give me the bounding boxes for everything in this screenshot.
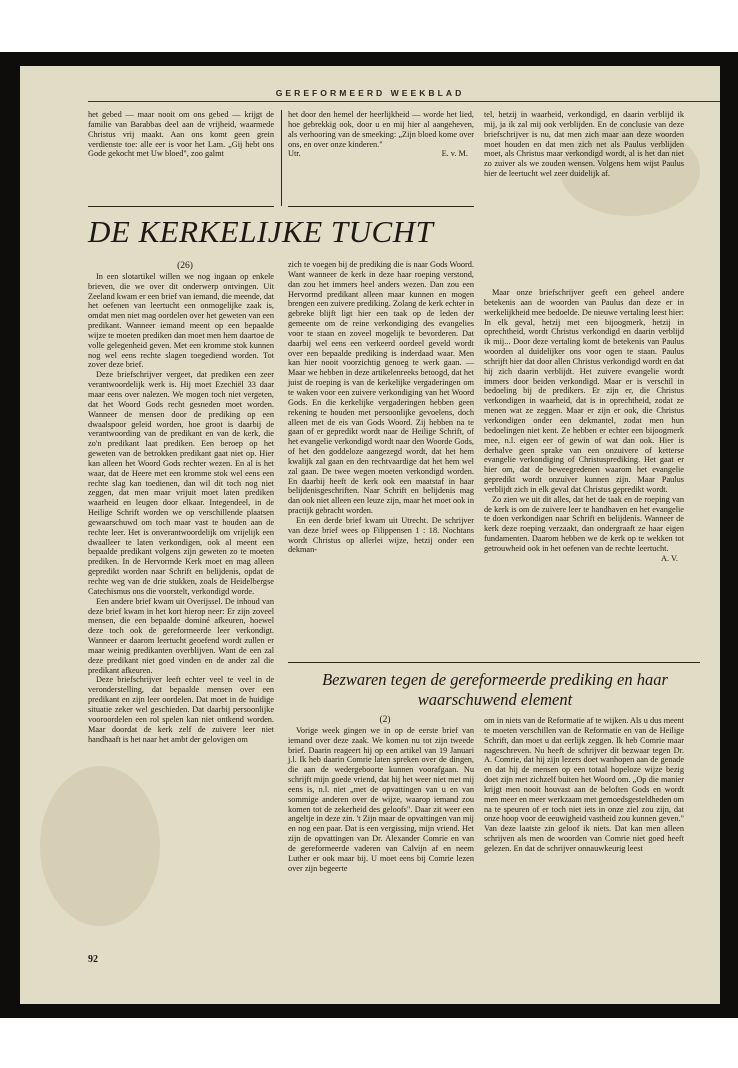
article1-column-2 [288,260,474,555]
paragraph: En een derde brief kwam uit Utrecht. De schrijver van deze brief wees op Filippensen 1 : 18. Nochtans wordt Christus op allerlei wijze, hetzij onder een dekman- [288,515,474,555]
paragraph: tel, hetzij in waarheid, verkondigd, en daarin verblijd ik mij, ja ik zal mij ook verblijden. En de conclusie van deze briefschrijver is nu, dat men zich maar aan deze woorden moet houden en dat men zich net als Paulus verblijden moet, als Christus maar verkondigd wordt, al is het dan niet zo zuiver als we zouden wensen. Volgens hem wijst Paulus hier de leertucht wel zeer duidelijk af. [484,110,684,179]
top-column-1 [88,110,274,159]
paragraph: Deze briefschrijver vergeet, dat prediken een zeer verantwoordelijk werk is. Hij moet Ezechiël 33 daar maar eens over nalezen. We mogen toch niet vergeten, dat het Woord Gods recht gesneden moet worden. Wanneer de mensen door de prediking op een dwaalspoor geleid worden, hoe groot is daarbij de verantwoording van de predikant en van de kerk, die zo'n predikant laat prediken. Een beroep op het geweten van de betrokken predikant gaat niet op. Hier kan alleen het Woord Gods rechter wezen. En al is het waar, dat de Heere met een kromme stok wel eens een rechte slag kan toedienen, dan wil dit toch nog niet zeggen, dat men maar vrijuit moet laten prediken waarheid en leugen door elkaar. Integendeel, in de Heilige Schrift worden we op verschillende plaatsen gewaarschuwd om toch maar vast te houden aan de rechte leer. Het is onverantwoordelijk om vrijelijk een dwaalleer te laten verkondigen, ook al meent een bepaalde predikant volgens zijn geweten zo te moeten prediken. In de Hervormde Kerk moet en mag alleen gepredikt worden naar Schrift en belijdenis, opdat de rechte weg van de drie stukken, zoals de Heidelbergse Catechismus ons die voorstelt, verkondigd worde. [88,370,274,596]
section-rule [288,206,474,207]
paragraph: Een andere brief kwam uit Overijssel. De inhoud van deze brief kwam in het kort hierop neer: Er zijn zoveel mensen, die een bepaalde dominé afkeuren, hoewel deze toch ook de gereformeerde leer verkondigt. Wanneer er daarom leertucht geoefend wordt zullen er maar weinig predikanten overblijven. Want de een zal deze predikant niet goed vinden en de ander zal die predikant afkeuren. [88,596,274,675]
scan-background [0,52,738,1018]
top-column-2 [288,110,474,159]
column-rule [281,110,282,206]
paragraph: Maar onze briefschrijver geeft een geheel andere betekenis aan de woorden van Paulus dan deze er in werkelijkheid mee bedoelde. De nieuwe vertaling leest hier: In elk geval, hetzij met een bijoogmerk, hetzij in oprechtheid, wordt Christus verkondigd en daarin verblijd ik mij... Door deze vertaling komt de betekenis van Paulus woorden al duidelijker ons voor ogen te staan. Paulus schrijft hier dat door allen Christus verkondigd wordt en dat hij zich daarin verblijdt. Het zuivere evangelie wordt immers door beiden verkondigd. Maar er is verschil in bedoeling bij de predikers. Er zijn er, die Christus verkondigen in waarheid, dat is in oprechtheid, zodat ze menen wat ze zeggen. Maar er zijn er ook, die Christus verkondigen onder een dekmantel, zodat men hun bedoelingen niet kent. Ze hebben er echter een bijoogmerk mee, n.l. eigen eer of gewin of wat dan ook. Hier is derhalve geen sprake van een onzuivere of ketterse evangelie verkondiging of Christusprediking. Het gaat er hier om, dat de beweegredenen waarom het evangelie gepredikt wordt onzuiver kunnen zijn. Maar Paulus verblijdt zich in elk geval dat Christus gepredikt wordt. [484,288,684,494]
paragraph: om in niets van de Reformatie af te wijken. Als u dus meent te moeten verschillen van de Reformatie en van de Heilige Schrift, dan moet u dat eerlijk zeggen. Ik heb Comrie maar nageschreven. Nu heeft de schrijver dit bezwaar tegen Dr. A. Comrie, dat hij zijn lezers doet wanhopen aan de genade en dat hij de mensen op een totaal hopeloze wijze bezig doet zijn met zichzelf buiten het Woord om. „Op die manier krijgt men nooit houvast aan de beloften Gods en wordt men meer en meer werkzaam met gemoedsgesteldheden om na te speuren of er toch niet iets in onze ziel zou zijn, dat onze hoop voor de eeuwigheid vastheid zou kunnen geven." Van deze laatste zin geloof ik niets. Dat kan men alleen schrijven als men de woorden van Comrie niet goed heeft gelezen. En dat de schrijver onnauwkeurig leest [484,716,684,853]
author-initials: E. v. M. [441,149,468,159]
signature-line [288,149,474,159]
paragraph: Zo zien we uit dit alles, dat het de taak en de roeping van de kerk is om de zuivere leer te handhaven en het evangelie te doen verkondigen naar Schrift en belijdenis. Wanneer de kerk deze roeping verzaakt, dan ondergraaft ze haar eigen fundamenten. Daarom hebben we de kerk op te wekken tot getrouwheid ook in het oefenen van de rechte leertucht. [484,494,684,553]
article-number: (2) [379,715,391,725]
newspaper-page [20,66,720,1004]
signature: A. V. [661,553,678,563]
section-rule [88,206,274,207]
paragraph: Vorige week gingen we in op de eerste brief van iemand over deze zaak. We komen nu tot zijn tweede brief. Daarin reageert hij op een artikel van 19 Januari j.l. Ik heb daarin Comrie laten spreken over de dingen, die aan de wedergeboorte kunnen voorafgaan. Nu schrijft mijn goede vriend, dat hij het weer niet met mij eens is, n.l. niet „met de opvattingen van u en van sommige anderen over de wijze, waarop iemand zou komen tot de zekerheid des geloofs". Daar zit weer een angeltje in deze zin. 't Zijn maar de opvattingen van mij en nog een paar. Dat is een vergissing, mijn vriend. Het zijn de opvattingen van Dr. Alexander Comrie en van de gereformeerde vaderen van Calvijn af en neem Luther er ook maar bij. U moet eens bij Comrie lezen over zijn begeerte [288,725,474,873]
top-column-3 [484,110,684,179]
paper-stain [40,766,160,926]
paragraph: het gebed — maar nooit om ons gebed — krijgt de familie van Barabbas deel aan de vrijheid, waarmede Christus vrij maakt. Aan ons komt geen grein verdienste toe: alle eer is voor het Lam. „Gij hebt ons Gode gekocht met Uw bloed", zoo galmt [88,110,274,159]
header-rule [88,101,720,102]
paragraph: In een slotartikel willen we nog ingaan op enkele brieven, die we over dit onderwerp ontvingen. Uit Zeeland kwam er een brief van iemand, die meende, dat het oefenen van leertucht een onmogelijke zaak is, omdat men niet mag oordelen over het geweten van een predikant. Wanneer iemand meent op een bepaalde wijze te moeten prediken dan moet men hem daartoe de volle gelegenheid geven. Met een kromme stok kunnen nog wel eens rechte slagen toegediend worden. Tot zover deze brief. [88,271,274,370]
place: Utr. [288,149,301,159]
article2-column-3 [484,716,684,854]
article1-column-3 [484,288,684,564]
article-title: DE KERKELIJKE TUCHT [88,214,434,249]
paragraph: Deze briefschrijver leeft echter veel te veel in de veronderstelling, dat bepaalde mensen over een predikant en zijn leer oordelen. Dat moet in de huidige situatie zeker wel geschieden. Dat daarbij persoonlijke vooroordelen een rol spelen kan niet ontkend worden. Maar doordat de kerk zelf de zuivere leer niet handhaaft is het naar het ambt der gelovigen om [88,675,274,744]
paragraph: het door den hemel der heerlijkheid — worde het lied, hoe gebrekkig ook, door u en mij hier al aangeheven, als verhooring van de smeeking: „Zijn bloed kome over ons, en over onze kinderen." [288,110,474,149]
paragraph: zich te voegen bij de prediking die is naar Gods Woord. Want wanneer de kerk in deze haar roeping verstond, dan zou het immers heel anders wezen. Dan zou een Hervormd predikant alleen maar kunnen en mogen brengen een zuivere prediking. Zolang de kerk echter in gebreke blijft ligt hier een taak op de leden der gemeente om de reine verkondiging des evangelies voor te staan en zoveel mogelijk te bevorderen. Dat daarbij wel eens een verkeerd oordeel geveld wordt over een bepaalde prediking is inderdaad waar. Men kan hier nooit voorzichtig genoeg te werk gaan. — Maar we hebben in deze artikelenreeks betoogd, dat het juist de roeping is van de kerkelijke vergaderingen om te waken voor een zuivere verkondiging van het Woord Gods. En die kerkelijke vergaderingen hebben geen rekening te houden met persoonlijke gevoelens, doch alleen met de eis van Gods Woord. Zij hebben na te gaan of er gepredikt wordt naar de Heilige Schrift, of het evangelie verkondigd wordt naar den Woorde Gods, of het den goddeloze aangezegd wordt, dat het hem kwalijk zal gaan en den rechtvaardige dat het hem wel zal gaan. De twee wegen moeten verkondigd worden. En daarbij heeft de kerk ook een maatstaf in haar belijdenisgeschriften. Naar Schrift en belijdenis mag dan ook niet alleen een leuze zijn, maar het moet ook in practijk gebracht worden. [288,260,474,516]
article2-title: Bezwaren tegen de gereformeerde prediking en haar waarschuwend element [322,670,668,709]
article-number: (26) [177,261,193,271]
article2-column-2 [288,716,474,874]
running-head: GEREFORMEERD WEEKBLAD [275,88,465,98]
article1-column-1 [88,262,274,744]
section-rule [288,662,700,663]
page-number: 92 [88,954,98,965]
